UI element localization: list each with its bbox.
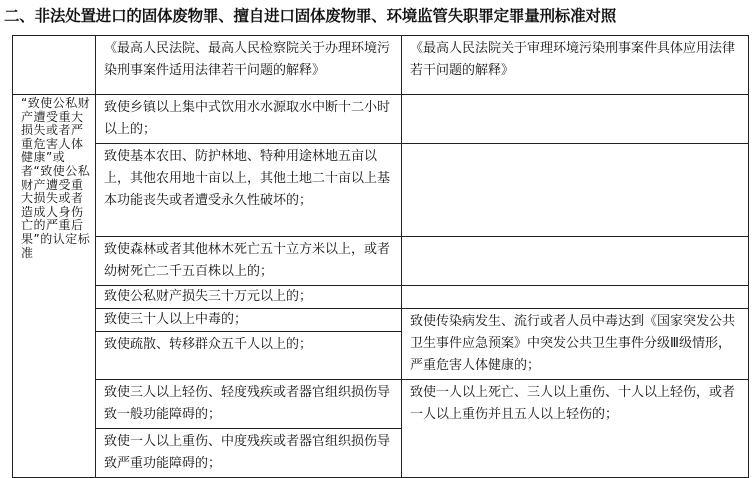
table-row [13, 95, 749, 144]
comparison-table-wrapper [12, 35, 748, 472]
table-cell [402, 237, 749, 286]
header-cell-interpretation-2006: 《最高人民法院关于审理环境污染刑事案件具体应用法律若干问题的解释》 [402, 36, 749, 95]
table-row [13, 380, 749, 429]
header-cell-interpretation-2013: 《最高人民法院、最高人民检察院关于办理环境污染刑事案件适用法律若干问题的解释》 [96, 36, 402, 95]
table-row [13, 237, 749, 286]
table-header-row [13, 36, 749, 95]
table-cell: 致使疏散、转移群众五千人以上的； [96, 332, 402, 380]
table-cell: 致使传染病发生、流行或者人员中毒达到《国家突发公共卫生事件应急预案》中突发公共卫生事件分级Ⅲ级情形，严重危害人体健康的； [402, 309, 749, 380]
table-cell: 致使乡镇以上集中式饮用水水源取水中断十二小时以上的； [96, 95, 402, 144]
left-label-cell: “致使公私财产遭受重大损失或者严重危害人体健康”或者“致使公私财产遭受重大损失或者造成人身伤亡的严重后果”的认定标准 [13, 95, 96, 478]
table-row [13, 286, 749, 309]
table-cell: 致使公私财产损失三十万元以上的； [96, 286, 402, 309]
table-cell [402, 286, 749, 309]
table-cell: 致使基本农田、防护林地、特种用途林地五亩以上，其他农用地十亩以上，其他土地二十亩以上基本功能丧失或者遭受永久性破坏的； [96, 144, 402, 237]
table-cell: 致使三人以上轻伤、轻度残疾或者器官组织损伤导致一般功能障碍的； [96, 380, 402, 429]
table-cell [402, 144, 749, 237]
page-title: 二、非法处置进口的固体废物罪、擅自进口固体废物罪、环境监管失职罪定罪量刑标准对照 [4, 7, 617, 25]
header-cell-empty [13, 36, 96, 95]
table-cell: 致使一人以上死亡、三人以上重伤、十人以上轻伤，或者一人以上重伤并且五人以上轻伤的； [402, 380, 749, 478]
table-row [13, 309, 749, 332]
table-row [13, 144, 749, 237]
comparison-table [12, 35, 749, 478]
table-cell [402, 95, 749, 144]
table-cell: 致使三十人以上中毒的； [96, 309, 402, 332]
table-cell: 致使一人以上重伤、中度残疾或者器官组织损伤导致严重功能障碍的； [96, 429, 402, 478]
table-cell: 致使森林或者其他林木死亡五十立方米以上，或者幼树死亡二千五百株以上的； [96, 237, 402, 286]
